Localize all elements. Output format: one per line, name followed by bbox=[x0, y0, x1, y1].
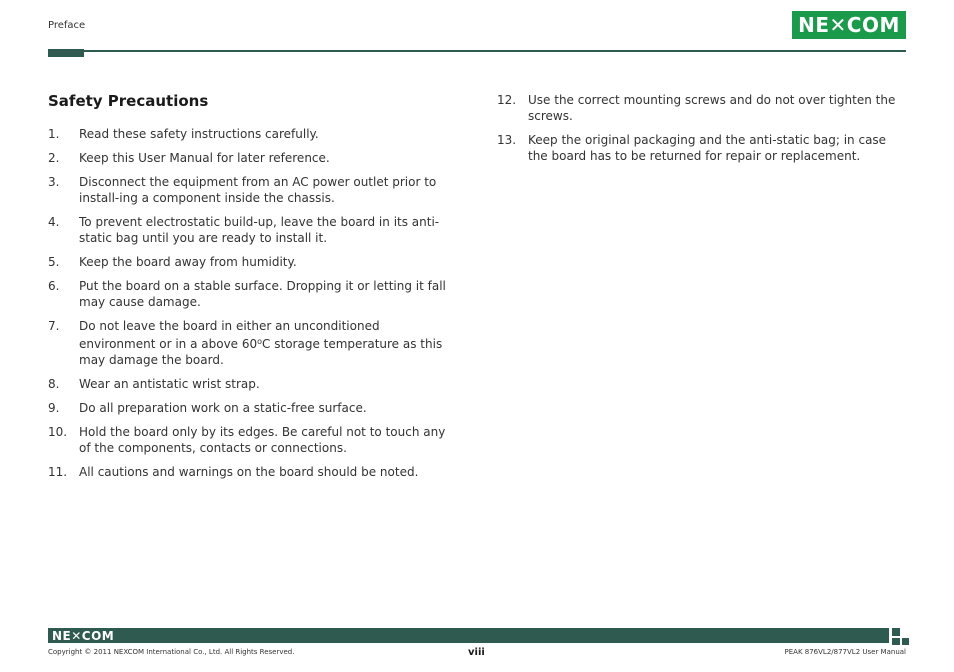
list-item bbox=[48, 318, 458, 368]
item-text: Do all preparation work on a static-free surface. bbox=[79, 401, 367, 415]
item-text: Read these safety instructions carefully. bbox=[79, 127, 319, 141]
item-text: Use the correct mounting screws and do not over tighten the screws. bbox=[528, 93, 896, 123]
item-number: 3. bbox=[48, 175, 60, 189]
item-number: 12. bbox=[497, 93, 517, 107]
item-text: Disconnect the equipment from an AC power outlet prior to install-ing a component inside the chassis. bbox=[79, 175, 437, 205]
footer-bar bbox=[48, 628, 889, 643]
item-number: 6. bbox=[48, 279, 60, 293]
degree-symbol: o bbox=[257, 337, 263, 346]
item-text: Keep the board away from humidity. bbox=[79, 255, 297, 269]
item-number: 2. bbox=[48, 151, 60, 165]
item-text: Keep this User Manual for later reference. bbox=[79, 151, 330, 165]
list-item bbox=[48, 150, 458, 166]
copyright: Copyright © 2011 NEXCOM International Co., Ltd. All Rights Reserved. bbox=[48, 648, 295, 656]
item-text: Put the board on a stable surface. Dropping it or letting it fall may cause damage. bbox=[79, 279, 446, 309]
item-number: 10. bbox=[48, 425, 68, 439]
item-number: 7. bbox=[48, 319, 60, 333]
header-rule-block bbox=[48, 49, 84, 57]
item-number: 5. bbox=[48, 255, 60, 269]
safety-list-right bbox=[497, 92, 909, 172]
list-item bbox=[48, 376, 458, 392]
item-number: 8. bbox=[48, 377, 60, 391]
corner-square bbox=[892, 628, 900, 636]
item-text bbox=[79, 318, 458, 368]
item-text: Hold the board only by its edges. Be careful not to touch any of the components, contacts or connections. bbox=[79, 425, 446, 455]
list-item bbox=[48, 174, 458, 206]
item-number: 4. bbox=[48, 215, 60, 229]
list-item bbox=[497, 132, 909, 164]
list-item bbox=[48, 254, 458, 270]
nexcom-logo bbox=[792, 11, 906, 39]
item-text-before: Do not leave the board in either an unconditioned environment or in a above 60 bbox=[79, 319, 380, 351]
item-text: To prevent electrostatic build-up, leave the board in its anti-static bag until you are ready to install it. bbox=[79, 215, 440, 245]
safety-list-left bbox=[48, 126, 458, 488]
item-number: 9. bbox=[48, 401, 60, 415]
corner-square bbox=[892, 638, 900, 645]
item-number: 13. bbox=[497, 133, 517, 147]
list-item bbox=[497, 92, 909, 124]
logo-text: NE✕COM bbox=[798, 13, 900, 37]
footer-logo: NE✕COM bbox=[52, 628, 115, 643]
list-item bbox=[48, 400, 458, 416]
page-title: Safety Precautions bbox=[48, 92, 209, 110]
item-text: Wear an antistatic wrist strap. bbox=[79, 377, 260, 391]
list-item bbox=[48, 464, 458, 480]
list-item bbox=[48, 424, 458, 456]
list-item bbox=[48, 126, 458, 142]
manual-title: PEAK 876VL2/877VL2 User Manual bbox=[784, 648, 906, 656]
section-label: Preface bbox=[48, 20, 86, 31]
item-text: Keep the original packaging and the anti-static bag; in case the board has to be returned for repair or replacement. bbox=[528, 133, 887, 163]
corner-square bbox=[902, 638, 909, 645]
item-number: 1. bbox=[48, 127, 60, 141]
list-item bbox=[48, 214, 458, 246]
page-number: viii bbox=[468, 647, 485, 658]
item-text-after: C storage temperature as this may damage the board. bbox=[79, 337, 443, 367]
item-number: 11. bbox=[48, 465, 68, 479]
item-text: All cautions and warnings on the board should be noted. bbox=[79, 465, 419, 479]
header-rule bbox=[84, 50, 906, 52]
list-item bbox=[48, 278, 458, 310]
